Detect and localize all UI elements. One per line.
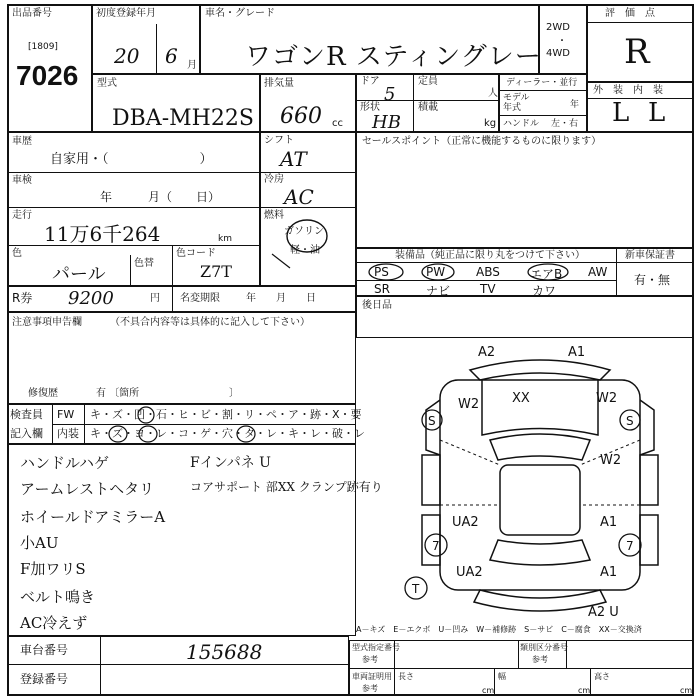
equip-aw: AW [588, 265, 608, 279]
class-number-label: 類別区分番号 [520, 643, 568, 652]
mark-w2-left: W2 [458, 397, 480, 412]
fw-items: キ・ズ・凹・石・ヒ・ビ・割・リ・ペ・ア・跡・X・要 [90, 408, 362, 421]
model-label: 型式 [97, 78, 117, 89]
load-label: 積載 [418, 102, 438, 113]
drive-4wd: 4WD [546, 48, 570, 59]
colorcode-value: Z7T [200, 262, 232, 281]
note-3: ホイールドアミラーA [20, 508, 166, 526]
inspection-circles [86, 404, 326, 444]
recycle-unit: 円 [150, 293, 160, 304]
door-label: ドア [360, 76, 380, 87]
first-reg-label: 初度登録年月 [96, 8, 156, 19]
height-label: 高さ [594, 672, 610, 681]
svg-text:S: S [428, 414, 436, 428]
shift-value: AT [280, 147, 307, 171]
class-number-sub: 参考 [532, 655, 548, 664]
fuel-circle-mark [262, 214, 352, 270]
fuel-value2: 軽・油 [290, 245, 320, 256]
reg-cert-sub: 参考 [362, 684, 378, 693]
model-year-label: モデル [503, 93, 530, 103]
sales-point-box [356, 132, 694, 248]
equip-leather: カワ [532, 284, 557, 298]
length-label: 長さ [398, 672, 414, 681]
mark-a2-front: A2 [478, 345, 496, 360]
car-name-label: 車名・グレード [205, 8, 275, 19]
repair-label: 修復歴 [28, 388, 58, 399]
namechange-label: 名変期限 [180, 293, 220, 304]
repair-value: 有 〔箇所 〕 [96, 388, 240, 399]
svg-text:7: 7 [626, 539, 634, 553]
grade-label: 評 価 点 [605, 8, 655, 19]
later-items-label: 後日品 [362, 300, 392, 311]
capacity-unit: 人 [488, 88, 498, 99]
colorcode-label: 色コード [176, 248, 216, 259]
ext-int-label: 外 装 内 装 [593, 85, 663, 96]
mark-xx-hood: XX [512, 391, 530, 406]
drive-dot: ・ [557, 36, 567, 47]
grade-value: R [624, 32, 650, 72]
model-year-label2: 年式 [503, 103, 522, 113]
model-value: DBA-MH22S [112, 106, 254, 131]
svg-text:S: S [626, 414, 634, 428]
reg-cert-label: 車両証明用 [352, 672, 392, 681]
recycle-label: R券 [12, 291, 33, 305]
ext-grade: L [612, 98, 630, 128]
type-designation-sub: 参考 [362, 655, 378, 664]
svg-text:T: T [412, 582, 420, 596]
shaken-value: 年 月（ 日） [100, 190, 221, 204]
equip-tv: TV [480, 282, 496, 296]
capacity-label: 定員 [418, 76, 438, 87]
note-7: AC冷えず [20, 614, 88, 632]
chassis-value: 155688 [186, 640, 263, 664]
mark-w2-side: W2 [600, 453, 622, 468]
mark-ua2-left: UA2 [452, 515, 479, 530]
note-1: ハンドルハゲ [20, 454, 109, 472]
ac-value: AC [284, 185, 314, 209]
mark-a1-rear: A1 [600, 565, 618, 580]
notes-hint: （不具合内容等は具体的に記入して下さい） [110, 317, 310, 328]
displacement-unit: cc [332, 118, 343, 129]
ac-label: 冷房 [264, 174, 284, 185]
mark-a1-right: A1 [600, 515, 618, 530]
shape-label: 形状 [360, 102, 380, 113]
shift-label: シフト [264, 135, 294, 146]
load-unit: kg [484, 118, 497, 129]
note-5: F加ワリS [20, 560, 86, 578]
fuel-label: 燃料 [264, 210, 284, 221]
month-unit: 月 [187, 60, 197, 71]
warranty-title: 新車保証書 [625, 250, 675, 261]
damage-legend: A－キズ E－エクボ U－凹み W－補修跡 S－サビ C－腐食 XX－交換済 [356, 625, 642, 634]
note-4: 小AU [20, 534, 59, 552]
mileage-unit: km [218, 234, 232, 244]
entry-label: 記入欄 [10, 427, 43, 440]
later-items-box [356, 296, 694, 338]
note-right-2: コアサポート 部XX クランプ跡有り [190, 480, 383, 494]
equip-airbag: エアB [530, 267, 563, 281]
repaint-label: 色替 [134, 258, 154, 269]
lot-label: 出品番号 [12, 8, 52, 19]
equip-sr: SR [374, 282, 390, 296]
color-label: 色 [12, 248, 22, 259]
mileage-value: 11万6千264 [44, 222, 161, 246]
shape-value: HB [372, 112, 401, 133]
namechange-value: 年 月 日 [246, 293, 316, 304]
lot-number: 7026 [16, 60, 79, 91]
mileage-label: 走行 [12, 210, 32, 221]
length-unit: cm [482, 686, 495, 695]
history-label: 車歴 [12, 136, 32, 147]
first-reg-month: 6 [165, 44, 178, 68]
width-label: 幅 [498, 672, 506, 681]
int-label: 内装 [57, 427, 79, 440]
displacement-label: 排気量 [264, 78, 294, 89]
equipment-circles [360, 260, 580, 282]
type-designation-label: 型式指定番号 [352, 643, 400, 652]
svg-text:7: 7 [432, 539, 440, 553]
dealer-label: ディーラー・並行 [506, 78, 578, 88]
lot-sub: [1809] [28, 42, 58, 52]
note-right-1: Fインパネ U [190, 455, 271, 471]
note-2: アームレストヘタリ [20, 480, 155, 498]
shaken-label: 車検 [12, 175, 32, 186]
note-6: ベルト鳴き [20, 588, 96, 606]
drive-2wd: 2WD [546, 22, 570, 33]
equip-ps: PS [374, 265, 389, 279]
chassis-label: 車台番号 [20, 643, 69, 657]
handle-value: 左・右 [551, 119, 579, 129]
inspector-label: 検査員 [10, 408, 43, 421]
equip-pw: PW [426, 265, 446, 279]
height-unit: cm [680, 686, 693, 695]
recycle-value: 9200 [68, 288, 114, 309]
mark-ua2-rear: UA2 [456, 565, 483, 580]
notes-label: 注意事項申告欄 [12, 317, 82, 328]
width-unit: cm [578, 686, 591, 695]
door-value: 5 [384, 84, 396, 105]
mark-a2u-bumper: A2 U [588, 605, 619, 620]
displacement-value: 660 [280, 104, 322, 129]
fw-label: FW [57, 408, 75, 421]
year-unit: 年 [570, 100, 580, 110]
equip-abs: ABS [476, 265, 500, 279]
history-value: 自家用・（ ） [50, 152, 213, 167]
car-name-value: ワゴンR スティングレー [245, 42, 542, 72]
mark-a1-front: A1 [568, 345, 586, 360]
first-reg-year: 20 [114, 44, 140, 68]
car-damage-diagram [400, 340, 690, 620]
color-value: パール [52, 264, 106, 285]
equipment-title: 装備品（純正品に限り丸をつけて下さい） [395, 250, 585, 261]
mark-w2-right: W2 [596, 391, 618, 406]
equip-navi: ナビ [426, 284, 451, 298]
warranty-value: 有・無 [634, 273, 671, 287]
sales-point-label: セールスポイント（正常に機能するものに限ります） [362, 136, 602, 147]
handle-label: ハンドル [503, 119, 540, 129]
fuel-value: ガソリン [284, 226, 324, 237]
int-grade: L [648, 98, 666, 128]
registration-label: 登録番号 [20, 672, 69, 686]
int-items: キ・ズ・ヨ・レ・コ・ゲ・穴・タ・レ・キ・レ・破・レ [90, 427, 365, 440]
